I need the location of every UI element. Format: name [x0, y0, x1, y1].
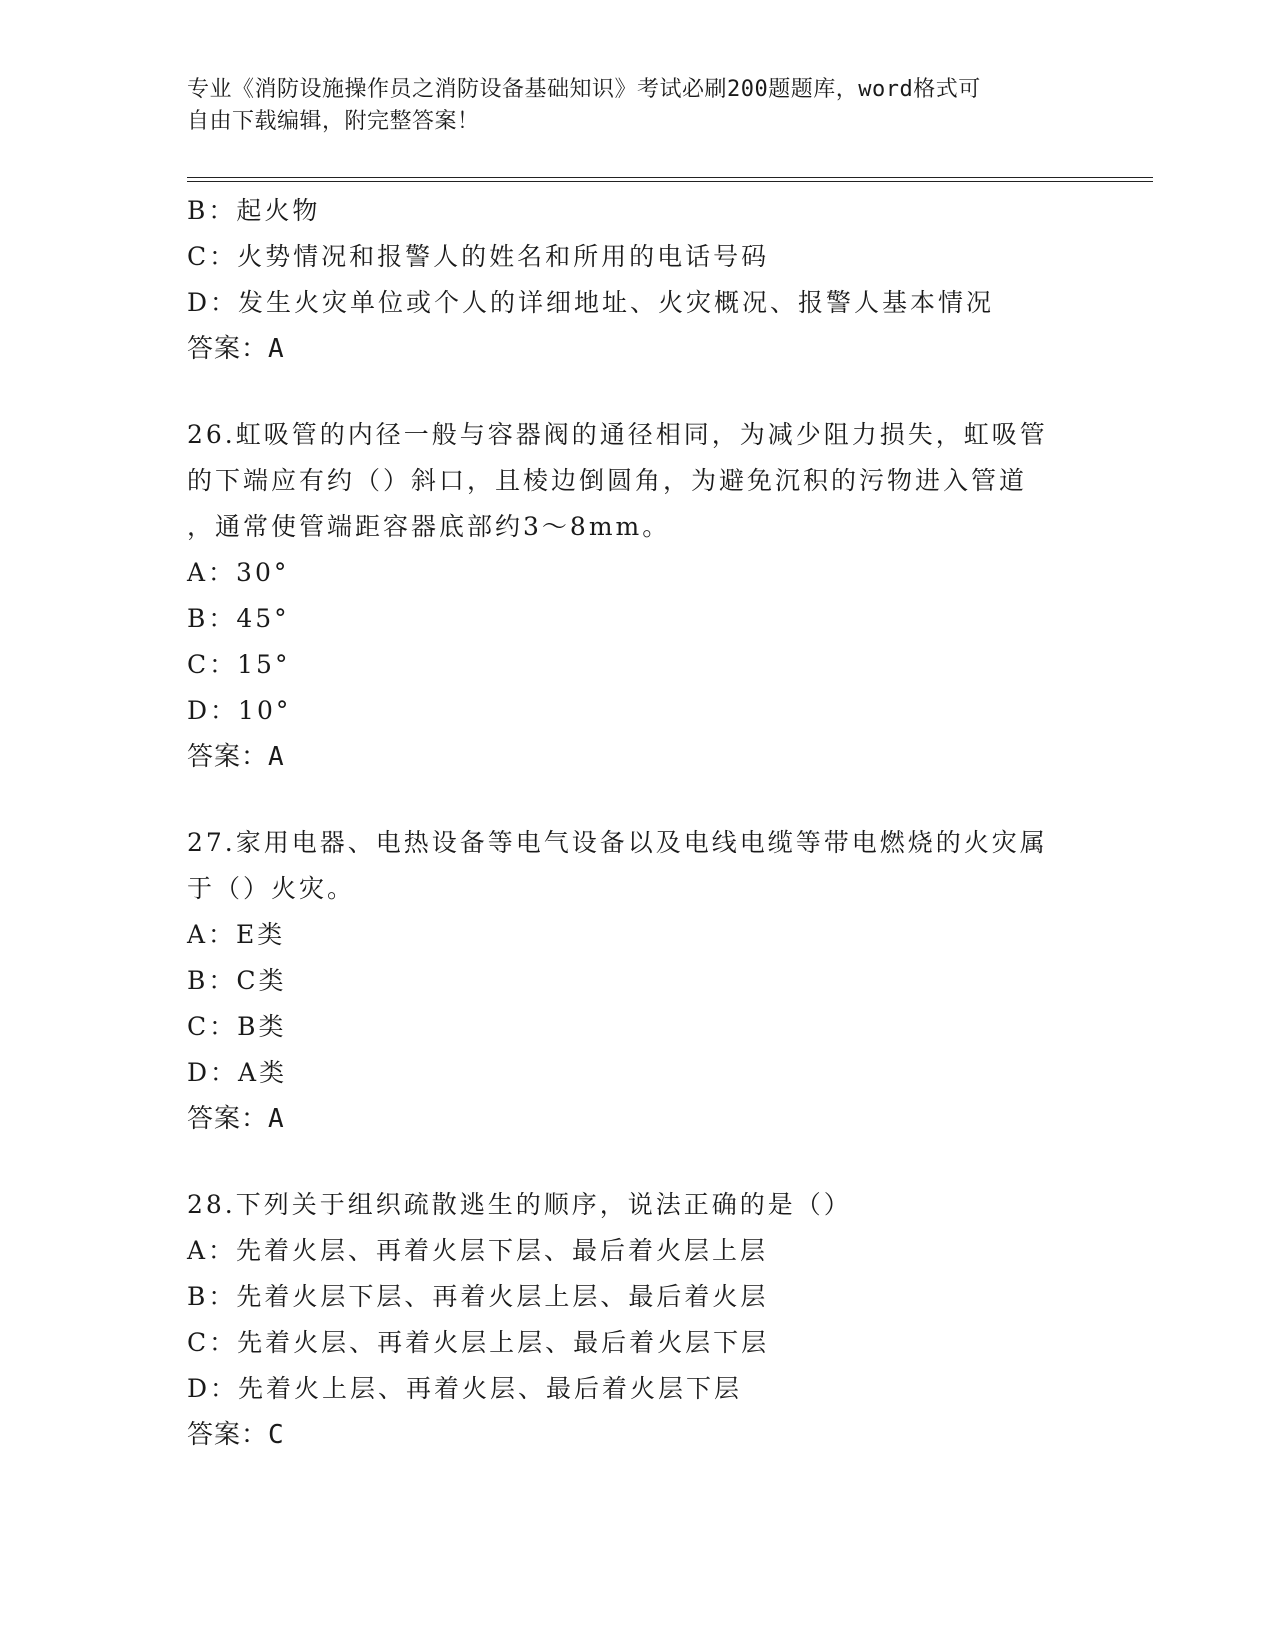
option-b: B：先着火层下层、再着火层上层、最后着火层: [187, 1282, 769, 1311]
header-line-2: 自由下载编辑，附完整答案！: [187, 109, 480, 134]
question-text-line: 28.下列关于组织疏散逃生的顺序，说法正确的是（）: [187, 1190, 852, 1219]
spacer: [187, 780, 1087, 820]
header-divider-top: [187, 177, 1153, 178]
question-text-line: 27.家用电器、电热设备等电气设备以及电线电缆等带电燃烧的火灾属: [187, 828, 1048, 857]
question-text-line: 的下端应有约（）斜口，且棱边倒圆角，为避免沉积的污物进入管道: [187, 466, 1028, 495]
question-text-line: ，通常使管端距容器底部约3～8mm。: [187, 512, 671, 541]
option-a: A：E类: [187, 920, 286, 949]
option-c: C：15°: [187, 650, 291, 679]
answer-line: 答案：A: [187, 742, 285, 772]
question-26: [187, 412, 1087, 780]
header-line-1: 专业《消防设施操作员之消防设备基础知识》考试必刷200题题库，word格式可: [187, 77, 981, 102]
option-d: D：发生火灾单位或个人的详细地址、火灾概况、报警人基本情况: [187, 288, 995, 317]
answer-line: 答案：A: [187, 334, 285, 364]
option-c: C：先着火层、再着火层上层、最后着火层下层: [187, 1328, 770, 1357]
spacer: [187, 372, 1087, 412]
answer-line: 答案：C: [187, 1420, 285, 1450]
option-b: B：C类: [187, 966, 287, 995]
spacer: [187, 1142, 1087, 1182]
option-d: D：10°: [187, 696, 292, 725]
option-a: A：30°: [187, 558, 290, 587]
option-c: C：火势情况和报警人的姓名和所用的电话号码: [187, 242, 770, 271]
question-28: [187, 1182, 1087, 1458]
header-divider-bottom: [187, 181, 1153, 182]
answer-line: 答案：A: [187, 1104, 285, 1134]
question-content: [187, 188, 1087, 1458]
question-text-line: 于（）火灾。: [187, 874, 356, 903]
option-d: D：先着火上层、再着火层、最后着火层下层: [187, 1374, 743, 1403]
option-d: D：A类: [187, 1058, 288, 1087]
option-b: B：起火物: [187, 196, 321, 225]
option-b: B：45°: [187, 604, 290, 633]
document-header: [187, 74, 1067, 138]
option-a: A：先着火层、再着火层下层、最后着火层上层: [187, 1236, 769, 1265]
question-27: [187, 820, 1087, 1142]
option-c: C：B类: [187, 1012, 287, 1041]
question-text-line: 26.虹吸管的内径一般与容器阀的通径相同，为减少阻力损失，虹吸管: [187, 420, 1048, 449]
continued-question: [187, 188, 1087, 372]
